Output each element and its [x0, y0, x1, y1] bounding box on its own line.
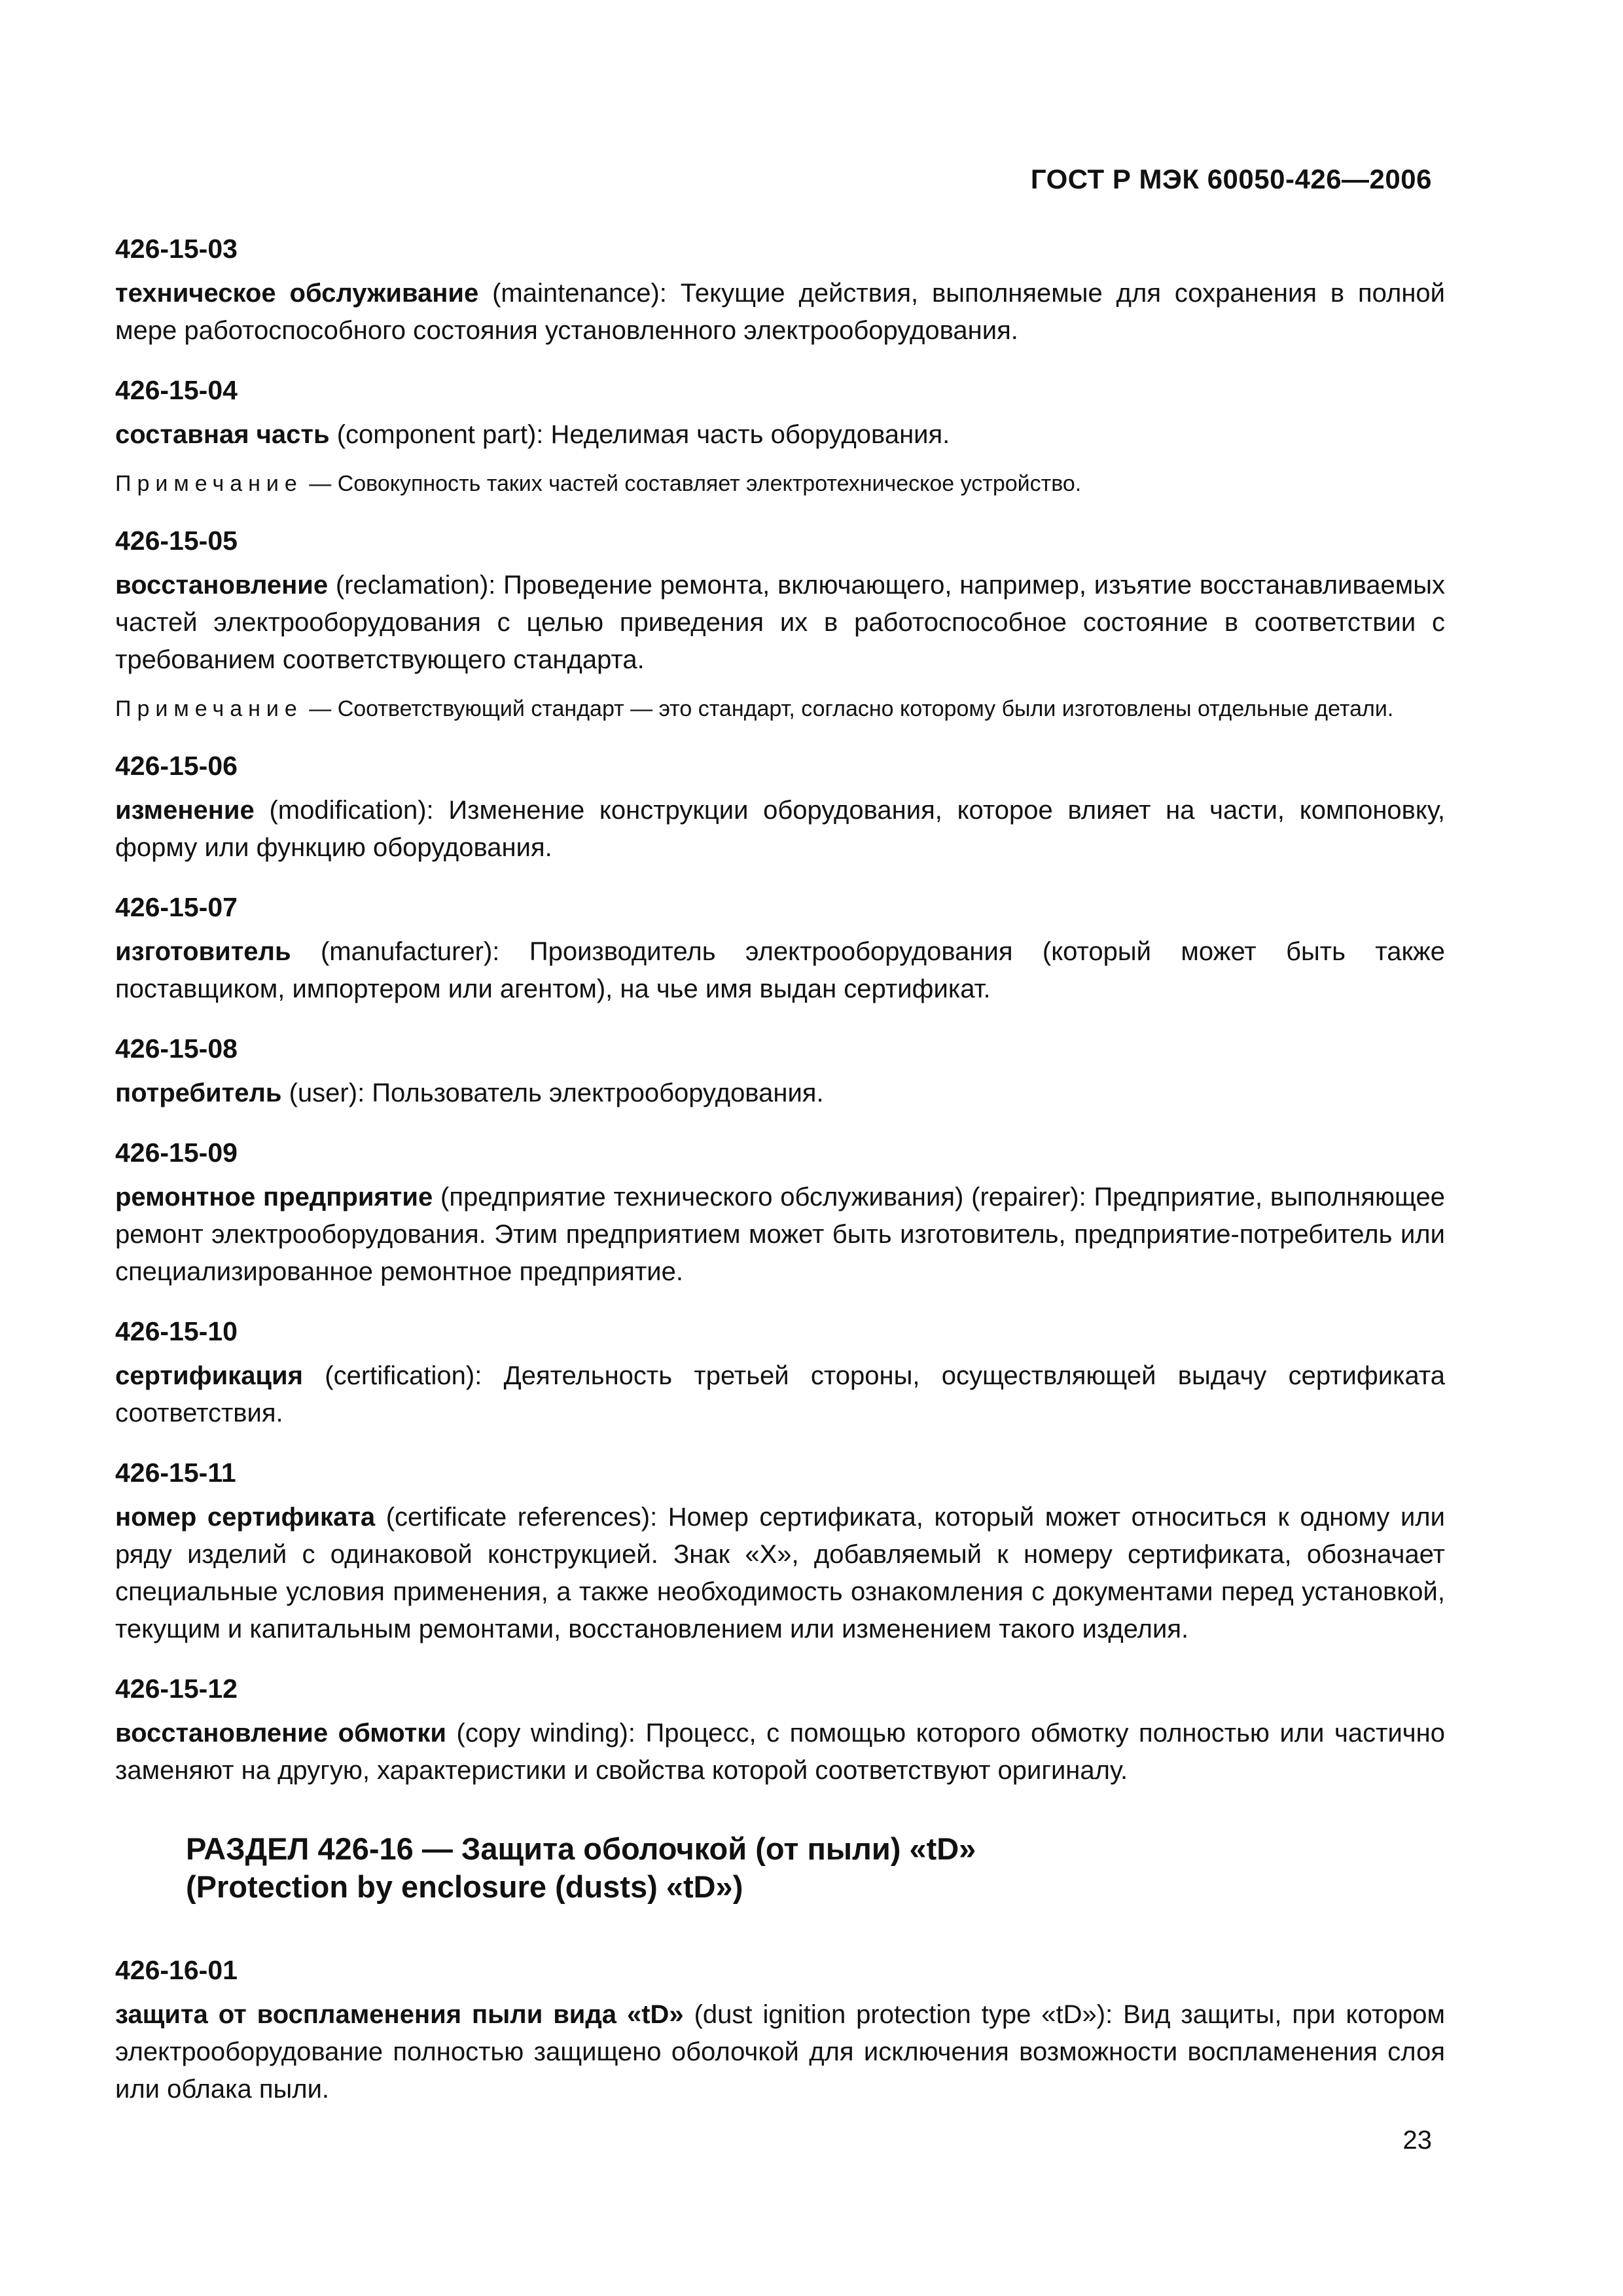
- term-entry: [115, 1030, 1445, 1112]
- term-name: ремонтное предприятие: [115, 1183, 433, 1211]
- term-number: 426-15-07: [115, 892, 238, 922]
- term-name: номер сертификата: [115, 1503, 376, 1532]
- definition-text: : Пользователь электрооборудования.: [357, 1079, 824, 1107]
- term-definition: [115, 1357, 1445, 1432]
- term-entry: [115, 1952, 1445, 2108]
- definition-text: : Производитель электрооборудования (который может быть также поставщиком, импортером или агентом), на чье имя выдан сертификат.: [115, 937, 1446, 1003]
- term-entry: [115, 1454, 1445, 1648]
- definition-text: : Изменение конструкции оборудования, которое влияет на части, компоновку, форму или функцию оборудования.: [115, 796, 1445, 862]
- term-definition: [115, 1179, 1445, 1291]
- term-definition: [115, 1715, 1445, 1789]
- note-text: — Совокупность таких частей составляет электротехническое устройство.: [302, 471, 1082, 496]
- definition-text: : Деятельность третьей стороны, осуществляющей выдачу сертификата соответствия.: [115, 1361, 1445, 1427]
- term-definition: [115, 1499, 1445, 1648]
- section-title: РАЗДЕЛ 426-16 — Защита оболочкой (от пыли) «tD»: [186, 1831, 976, 1866]
- term-entry: [115, 230, 1445, 350]
- term-english: (dust ignition protection type «tD»): [683, 2000, 1106, 2029]
- section-subtitle: (Protection by enclosure (dusts) «tD»): [186, 1869, 743, 1904]
- definition-text: : Предприятие, выполняющее ремонт электрооборудования. Этим предприятием может быть изготовитель, предприятие-потребитель или специализированное ремонтное предприятие.: [115, 1183, 1446, 1286]
- term-definition: [115, 933, 1445, 1008]
- term-english: (modification): [254, 796, 427, 825]
- term-name: техническое обслуживание: [115, 279, 479, 308]
- term-name: защита от воспламенения пыли вида «tD»: [115, 2000, 684, 2029]
- term-number: 426-15-03: [115, 234, 238, 264]
- term-number: 426-15-09: [115, 1138, 238, 1168]
- definition-text: : Проведение ремонта, включающего, например, изъятие восстанавливаемых частей электрооборудования с целью приведения их в работоспособное состояние в соответствии с требованием соответствующего стандарта.: [115, 571, 1445, 674]
- term-name: изготовитель: [115, 937, 291, 966]
- term-english: (component part): [329, 420, 537, 449]
- term-definition: [115, 1996, 1445, 2108]
- term-entry: [115, 522, 1445, 725]
- term-definition: [115, 1075, 1445, 1112]
- term-entry: [115, 1670, 1445, 1789]
- term-name: потребитель: [115, 1079, 282, 1107]
- term-number: 426-15-05: [115, 526, 238, 556]
- term-definition: [115, 275, 1445, 350]
- term-number: 426-15-12: [115, 1674, 238, 1704]
- main-content: [115, 230, 1445, 2130]
- term-english: (certificate references): [375, 1503, 651, 1532]
- note-text: — Соответствующий стандарт — это стандарт, согласно которому были изготовлены отдельные детали.: [302, 696, 1394, 721]
- term-entry: [115, 372, 1445, 500]
- page-number: 23: [1402, 2126, 1432, 2155]
- term-entry: [115, 1134, 1445, 1291]
- document-header: ГОСТ Р МЭК 60050-426—2006: [1030, 164, 1432, 194]
- term-definition: [115, 567, 1445, 679]
- term-english: (предприятие технического обслуживания) (repairer): [433, 1183, 1079, 1211]
- note: [115, 693, 1445, 725]
- section-heading: [186, 1830, 1445, 1906]
- term-english: (certification): [302, 1361, 475, 1390]
- term-definition: [115, 416, 1445, 454]
- note: [115, 468, 1445, 500]
- term-english: (reclamation): [328, 571, 489, 600]
- term-english: (manufacturer): [291, 937, 493, 966]
- definition-text: : Текущие действия, выполняемые для сохранения в полной мере работоспособного состояния установленного электрооборудования.: [115, 279, 1445, 345]
- term-name: составная часть: [115, 420, 330, 449]
- definition-text: : Вид защиты, при котором электрооборудование полностью защищено оболочкой для исключения возможности воспламенения слоя или облака пыли.: [115, 2000, 1445, 2104]
- term-entry: [115, 747, 1445, 867]
- term-number: 426-15-11: [115, 1458, 236, 1488]
- term-definition: [115, 792, 1445, 867]
- term-english: (user): [281, 1079, 358, 1107]
- term-english: (copy winding): [446, 1719, 628, 1748]
- term-name: изменение: [115, 796, 255, 825]
- term-name: сертификация: [115, 1361, 303, 1390]
- note-label: Примечание: [115, 471, 303, 496]
- term-number: 426-15-08: [115, 1033, 238, 1064]
- term-entry: [115, 889, 1445, 1008]
- term-name: восстановление обмотки: [115, 1719, 446, 1748]
- term-name: восстановление: [115, 571, 329, 600]
- definition-text: : Неделимая часть оборудования.: [536, 420, 950, 449]
- term-number: 426-15-10: [115, 1316, 238, 1346]
- term-number: 426-15-06: [115, 751, 238, 781]
- note-label: Примечание: [115, 696, 303, 721]
- term-entry: [115, 1313, 1445, 1432]
- term-number: 426-16-01: [115, 1955, 238, 1985]
- definition-text: : Процесс, с помощью которого обмотку полностью или частично заменяют на другую, характеристики и свойства которой соответствуют оригиналу.: [115, 1719, 1445, 1785]
- term-number: 426-15-04: [115, 375, 238, 405]
- term-english: (maintenance): [478, 279, 660, 308]
- definition-text: : Номер сертификата, который может относиться к одному или ряду изделий с одинаковой конструкцией. Знак «Х», добавляемый к номеру сертификата, обозначает специальные условия применения, а также необходимость ознакомления с документами перед установкой, текущим и капитальным ремонтами, восстановлением или изменением такого изделия.: [115, 1503, 1445, 1643]
